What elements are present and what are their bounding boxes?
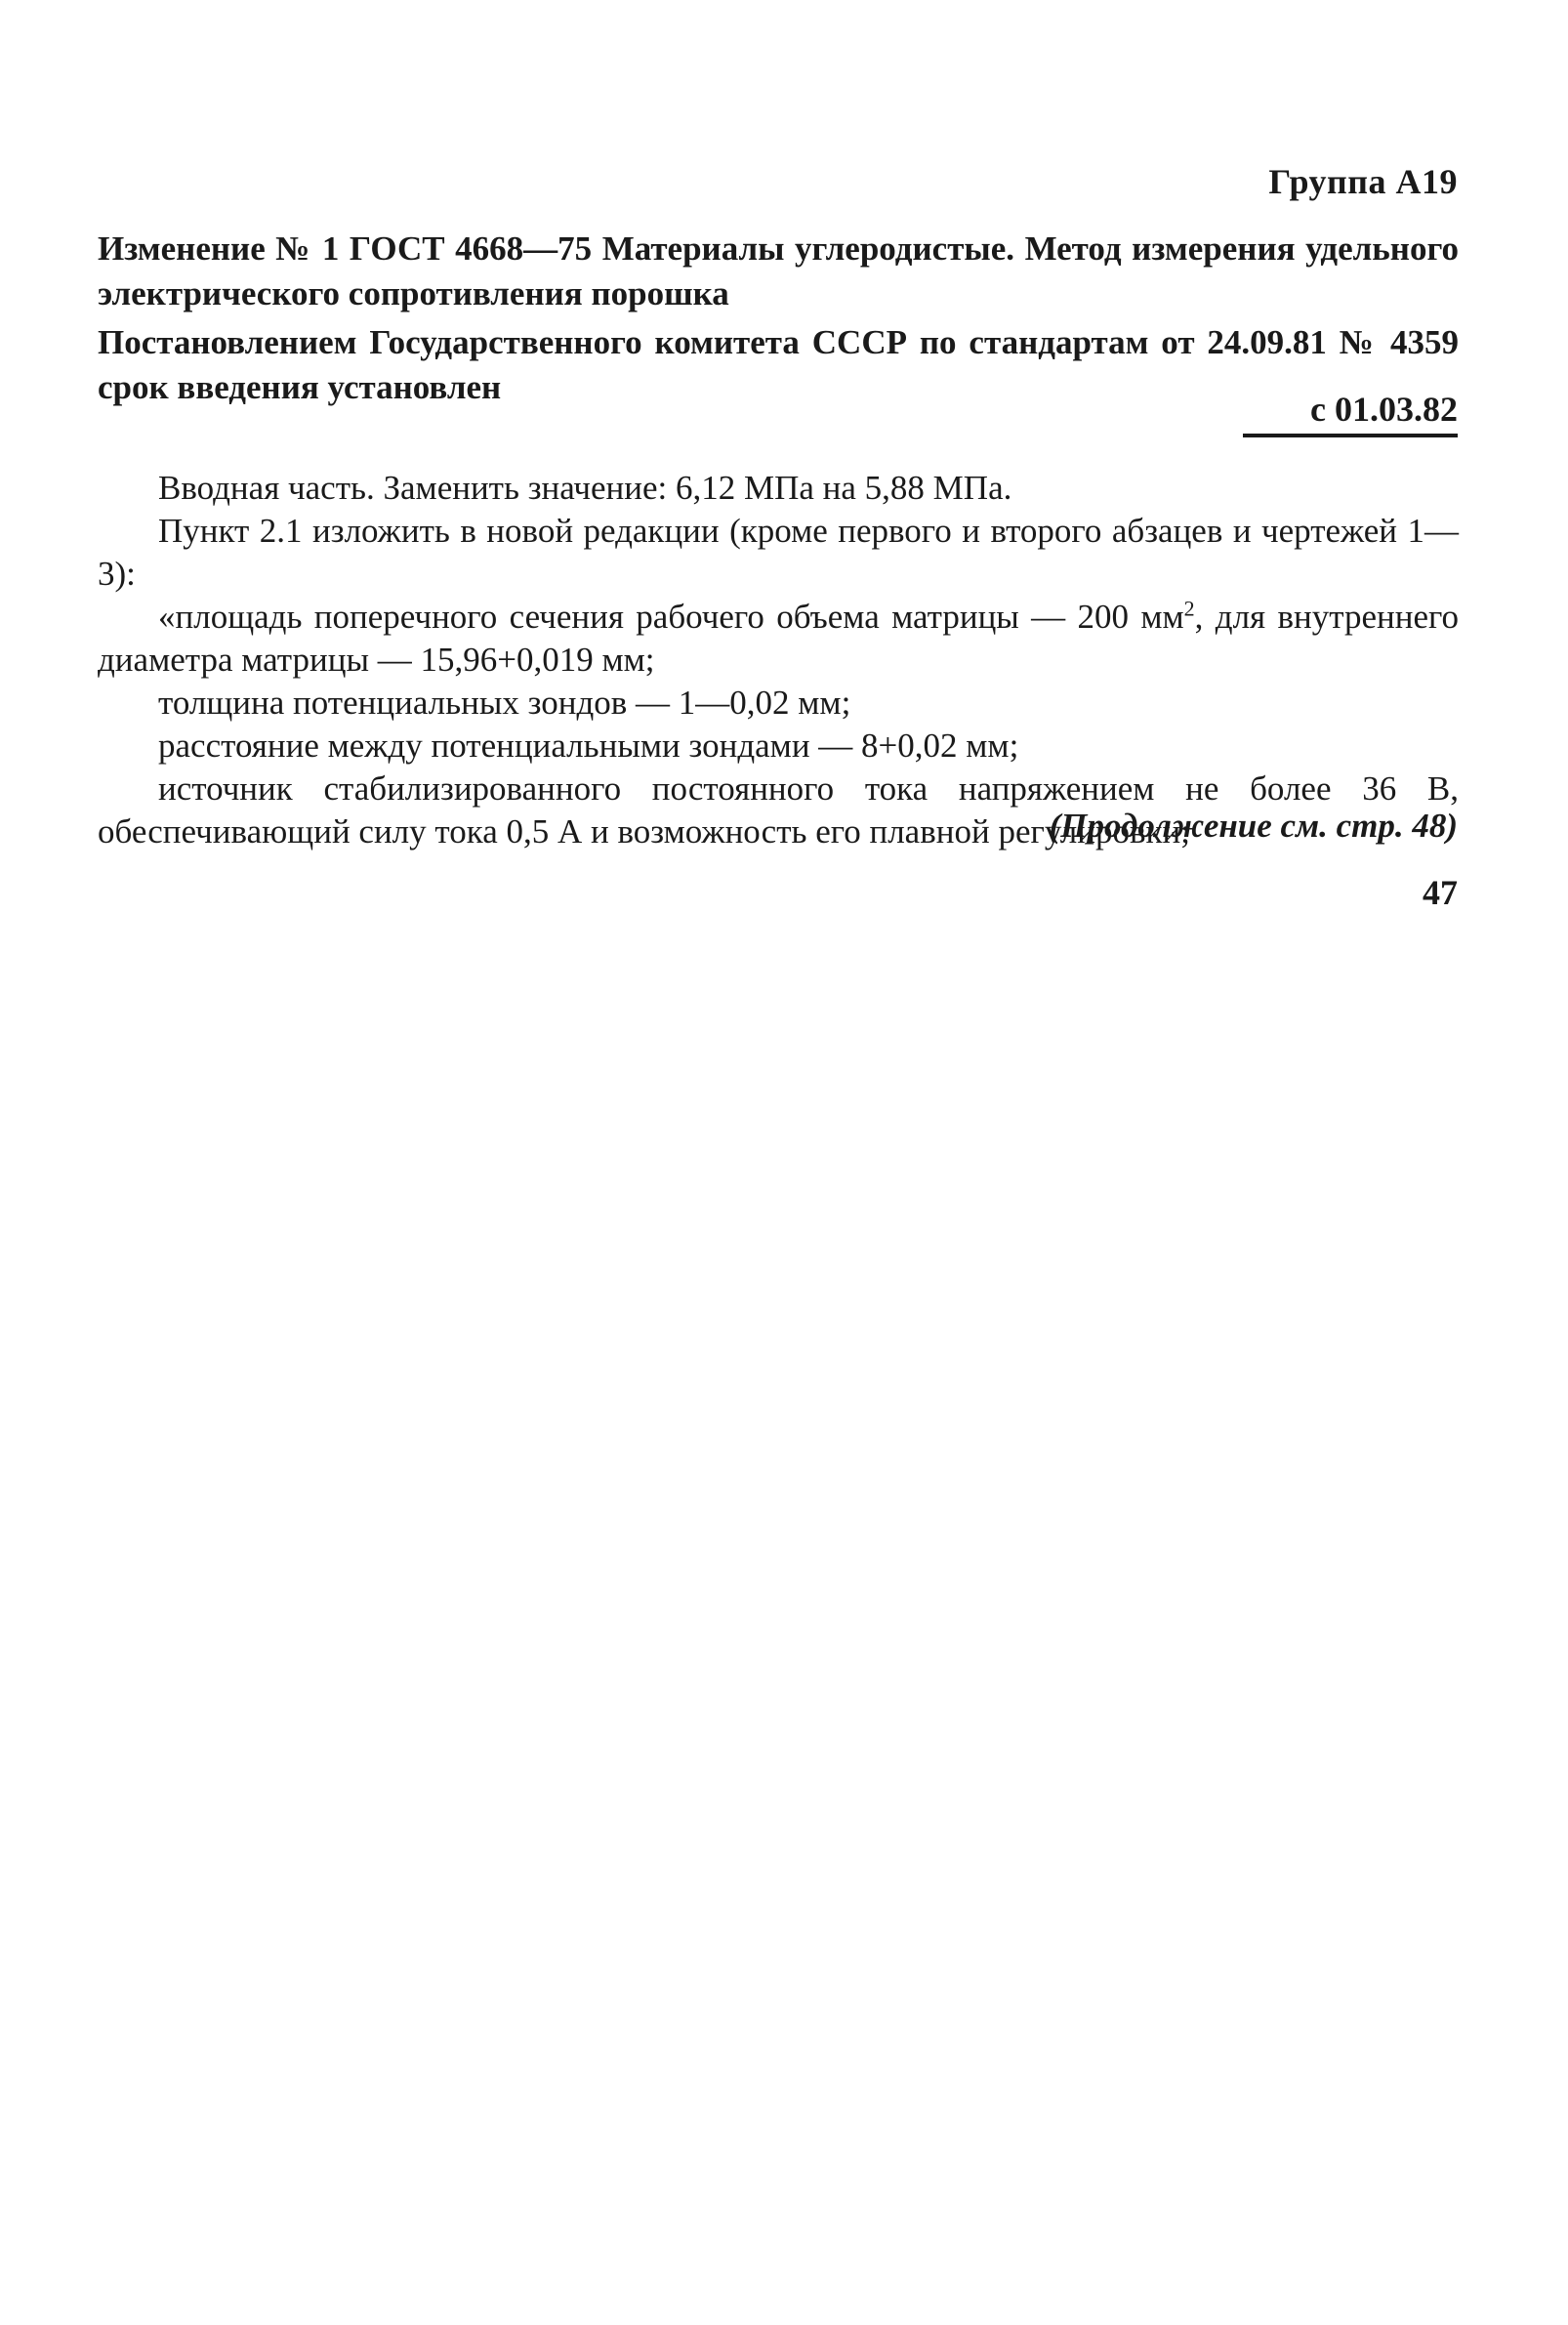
group-code: Группа А19 — [1268, 162, 1458, 201]
page-number: 47 — [1423, 873, 1458, 912]
paragraph-distance: расстояние между потенциальными зондами — 8+0,02 мм; — [158, 727, 1019, 765]
body-text — [98, 467, 1459, 853]
paragraph-area-head: «площадь поперечного сечения рабочего объема матрицы — 200 мм — [158, 598, 1184, 636]
decree-text: Постановлением Государственного комитета СССР по стандартам от 24.09.81 № 4359 срок введения установлен — [98, 323, 1459, 406]
paragraph-thickness: толщина потенциальных зондов — 1—0,02 мм; — [158, 684, 851, 722]
paragraph-source: источник стабилизированного постоянного тока напряжением не более 36 В, обеспечивающий силу тока 0,5 А и возможность его плавной регулировки; — [98, 769, 1459, 851]
paragraph-intro: Вводная часть. Заменить значение: 6,12 МПа на 5,88 МПа. — [158, 469, 1012, 507]
date-underline — [1243, 434, 1458, 437]
paragraph-clause: Пункт 2.1 изложить в новой редакции (кроме первого и второго абзацев и чертежей 1—3): — [98, 512, 1459, 593]
amendment-title: Изменение № 1 ГОСТ 4668—75 Материалы углеродистые. Метод измерения удельного электрического сопротивления порошка — [98, 229, 1459, 312]
paragraph-area — [98, 596, 1459, 682]
continued-note: (Продолжение см. стр. 48) — [1049, 807, 1458, 845]
superscript-two: 2 — [1183, 596, 1195, 621]
effective-date: с 01.03.82 — [1310, 390, 1458, 429]
paragraph-area-tail: , для внутреннего диаметра матрицы — 15,96+0,019 мм; — [98, 598, 1459, 679]
